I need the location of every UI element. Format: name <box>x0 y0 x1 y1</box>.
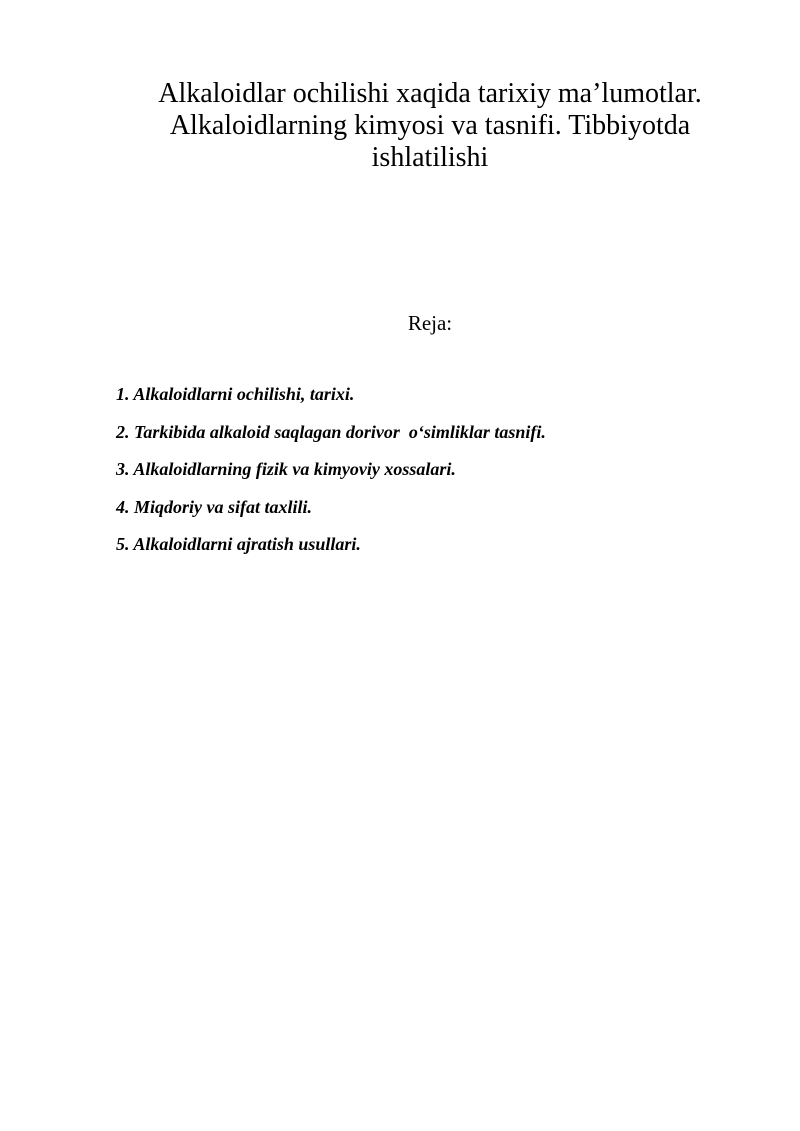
plan-item-2: 2. Tarkibida alkaloid saqlagan dorivor o‘simliklar tasnifi. <box>116 421 546 442</box>
title-line-2: Alkaloidlarning kimyosi va tasnifi. Tibbiyotda <box>169 110 691 141</box>
plan-item-1: 1. Alkaloidlarni ochilishi, tarixi. <box>116 384 355 404</box>
title-line-3: ishlatilishi <box>371 142 489 173</box>
document-title <box>120 78 740 174</box>
plan-item-4: 4. Miqdoriy va sifat taxlili. <box>116 496 312 517</box>
plan-heading: Reja: <box>407 311 453 335</box>
plan-item-5: 5. Alkaloidlarni ajratish usullari. <box>116 534 361 554</box>
title-line-1: Alkaloidlar ochilishi xaqida tarixiy ma’lumotlar. <box>158 78 702 109</box>
plan-list <box>116 382 736 570</box>
plan-item-3: 3. Alkaloidlarning fizik va kimyoviy xossalari. <box>116 459 456 479</box>
